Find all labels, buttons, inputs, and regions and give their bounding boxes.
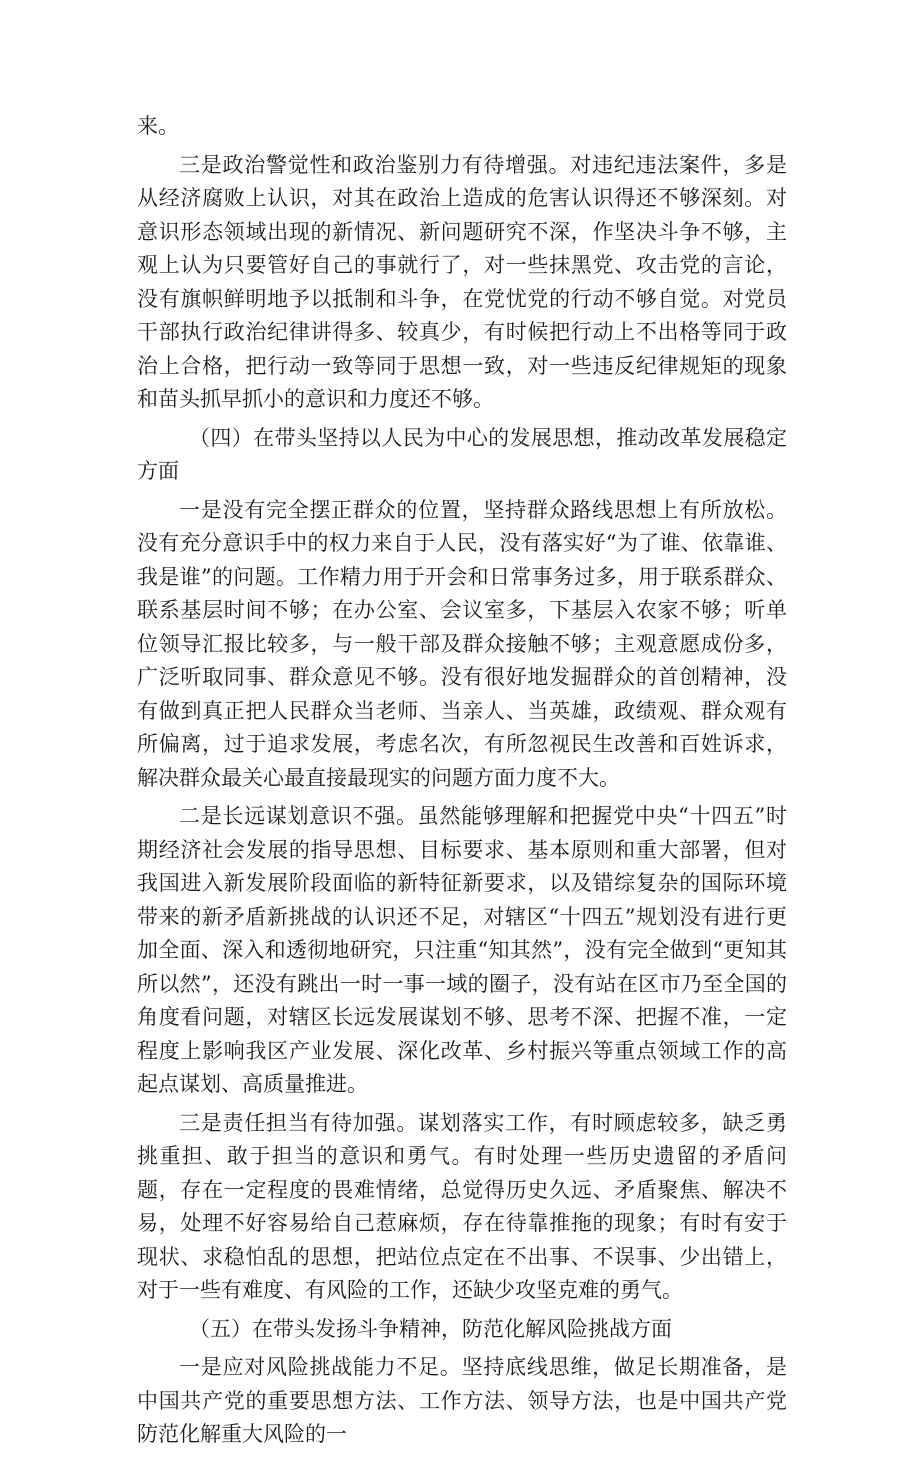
section-heading-5: （五）在带头发扬斗争精神，防范化解风险挑战方面 [189,1316,672,1341]
paragraph-mass-line: 一是没有完全摆正群众的位置，坚持群众路线思想上有所放松。没有充分意识手中的权力来自于人民，没有落实好“为了谁、依靠谁、我是谁”的问题。工作精力用于开会和日常事务过多，用于联系群众、联系基层时间不够；在办公室、会议室多，下基层入农家不够；听单位领导汇报比较多，与一般干部及群众接触不够；主观意愿成份多，广泛听取同事、群众意见不够。没有很好地发掘群众的首创精神，没有做到真正把人民群众当老师、当亲人、当英雄，政绩观、群众观有所偏离，过于追求发展，考虑名次，有所忽视民生改善和百姓诉求，解决群众最关心最直接最现实的问题方面力度不大。 [137,497,787,790]
paragraph-long-term-planning: 二是长远谋划意识不强。虽然能够理解和把握党中央“十四五”时期经济社会发展的指导思想、目标要求、基本原则和重大部署，但对我国进入新发展阶段面临的新特征新要求，以及错综复杂的国际环境带来的新矛盾新挑战的认识还不足，对辖区“十四五”规划没有进行更加全面、深入和透彻地研究，只注重“知其然”，没有完全做到“更知其所以然”，还没有跳出一时一事一域的圈子，没有站在区市乃至全国的角度看问题，对辖区长远发展谋划不够、思考不深、把握不准，一定程度上影响我区产业发展、深化改革、乡村振兴等重点领域工作的高起点谋划、高质量推进。 [137,804,787,1096]
paragraph-continuation: 来。 [137,114,179,138]
paragraph-responsibility: 三是责任担当有待加强。谋划落实工作，有时顾虑较多，缺乏勇挑重担、敢于担当的意识和勇气。有时处理一些历史遗留的矛盾问题，存在一定程度的畏难情绪，总觉得历史久远、矛盾聚焦、解决不易，处理不好容易给自己惹麻烦，存在待靠推拖的现象；有时有安于现状、求稳怕乱的思想，把站位点定在不出事、不误事、少出错上，对于一些有难度、有风险的工作，还缺少攻坚克难的勇气。 [137,1110,787,1302]
paragraph-risk-response: 一是应对风险挑战能力不足。坚持底线思维，做足长期准备，是中国共产党的重要思想方法、工作方法、领导方法，也是中国共产党防范化解重大风险的一 [137,1355,787,1446]
paragraph-political-vigilance: 三是政治警觉性和政治鉴别力有待增强。对违纪违法案件，多是从经济腐败上认识，对其在政治上造成的危害认识得还不够深刻。对意识形态领域出现的新情况、新问题研究不深，作坚决斗争不够，主观上认为只要管好自己的事就行了，对一些抹黑党、攻击党的言论，没有旗帜鲜明地予以抵制和斗争，在党忧党的行动不够自觉。对党员干部执行政治纪律讲得多、较真少，有时候把行动上不出格等同于政治上合格，把行动一致等同于思想一致，对一些违反纪律规矩的现象和苗头抓早抓小的意识和力度还不够。 [137,152,787,411]
section-heading-4: （四）在带头坚持以人民为中心的发展思想，推动改革发展稳定方面 [137,425,787,483]
document-body [137,110,787,1457]
